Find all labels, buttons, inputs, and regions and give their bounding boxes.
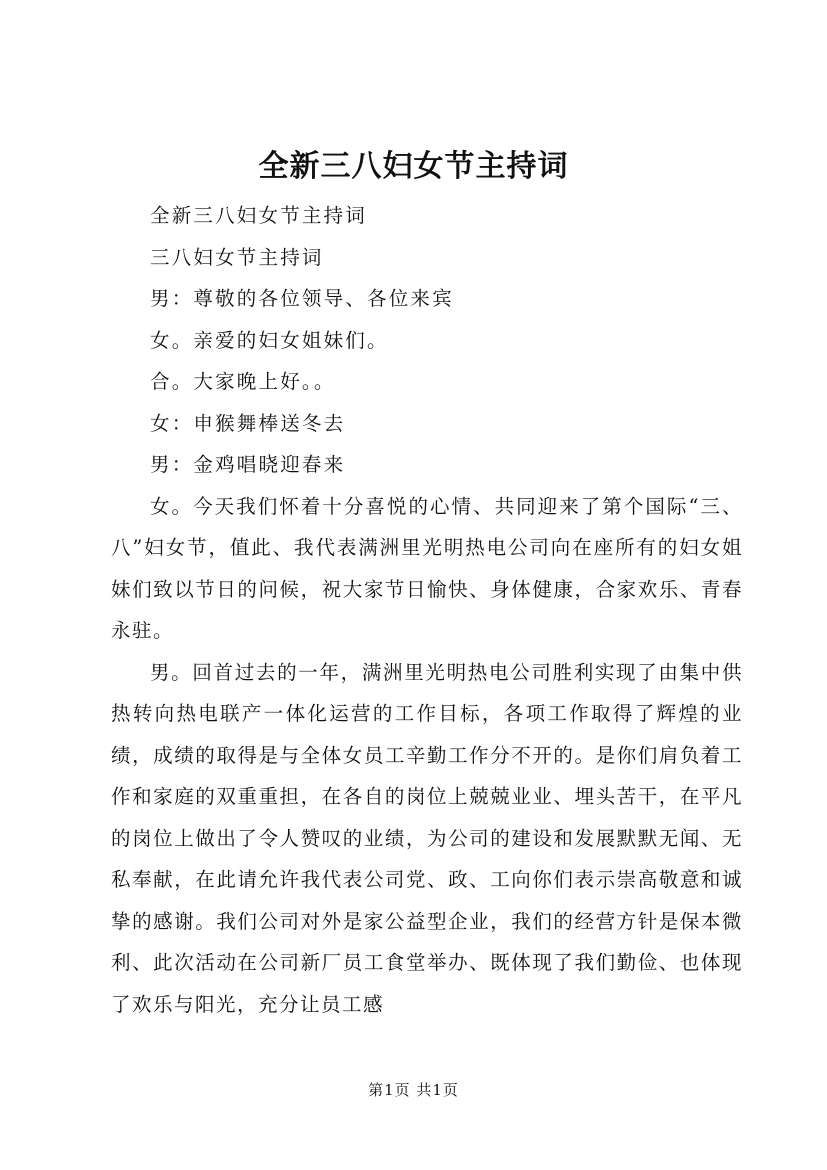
paragraph: 男：尊敬的各位领导、各位来宾 (150, 287, 454, 310)
paragraph: 男。回首过去的一年，满洲里光明热电公司胜利实现了由集中供热转向热电联产一体化运营的工作目标，各项工作取得了辉煌的业绩，成绩的取得是与全体女员工辛勤工作分不开的。是你们肩负着工作和家庭的双重重担，在各自的岗位上兢兢业业、埋头苦干，在平凡的岗位上做出了令人赞叹的业绩，为公司的建设和发展默默无闻、无私奉献，在此请允许我代表公司党、政、工向你们表示崇高敬意和诚挚的感谢。我们公司对外是家公益型企业，我们的经营方针是保本微利、此次活动在公司新厂员工食堂举办、既体现了我们勤俭、也体现了欢乐与阳光，充分让员工感 (111, 660, 743, 1016)
paragraph: 女：申猴舞棒送冬去 (150, 411, 346, 435)
document-title: 全新三八妇女节主持词 (258, 149, 569, 184)
page-footer: 第1页 共1页 (368, 1081, 459, 1099)
paragraph: 女。今天我们怀着十分喜悦的心情、共同迎来了第个国际“三、八”妇女节，值此、我代表满洲里光明热电公司向在座所有的妇女姐妹们致以节日的问候，祝大家节日愉快、身体健康，合家欢乐、青春永驻。 (111, 494, 743, 642)
document-body (111, 195, 743, 1025)
paragraph: 男：金鸡唱晓迎春来 (150, 453, 346, 476)
paragraph: 三八妇女节主持词 (150, 245, 324, 269)
paragraph: 全新三八妇女节主持词 (150, 204, 368, 227)
paragraph: 女。亲爱的妇女姐妹们。 (150, 328, 389, 352)
paragraph: 合。大家晚上好。。 (150, 370, 336, 393)
